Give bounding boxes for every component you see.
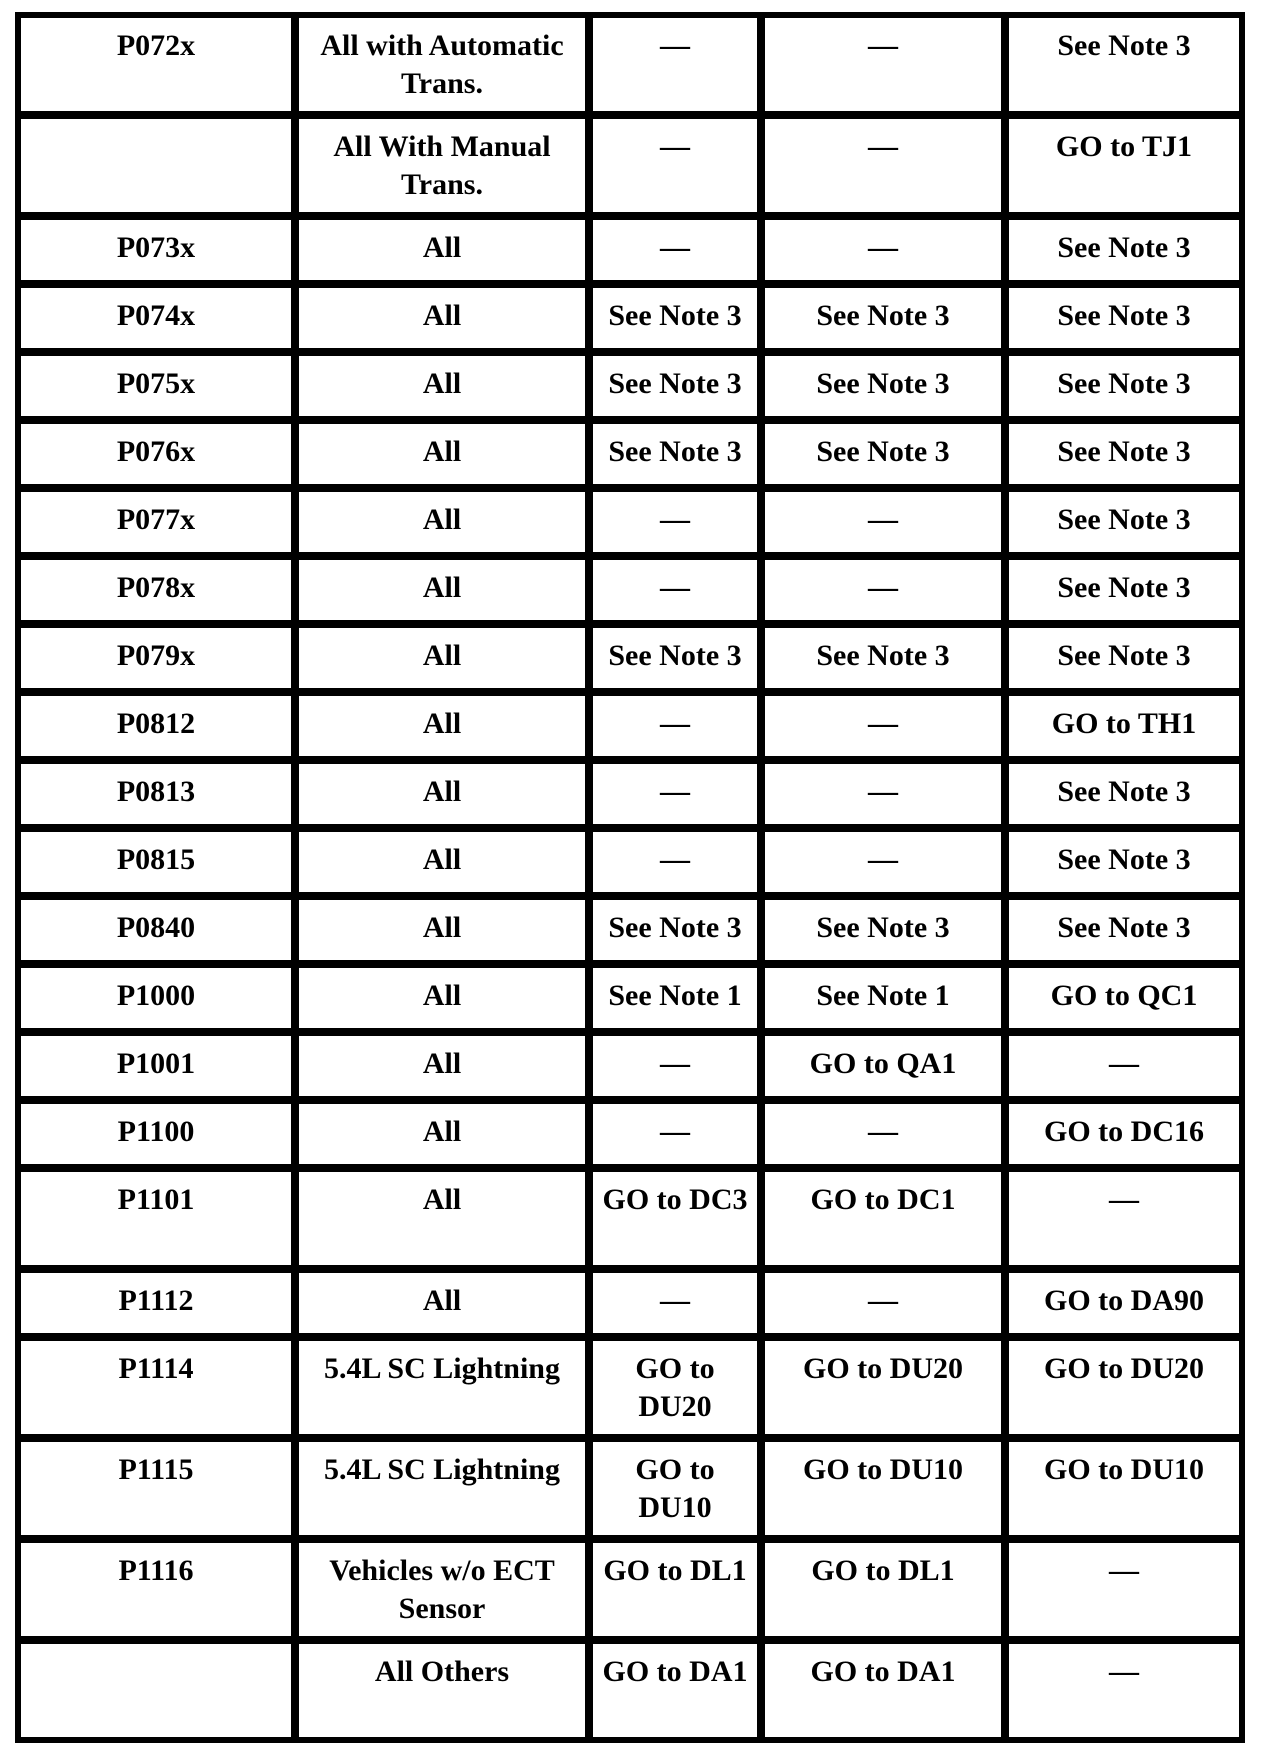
action-col4: GO to DL1: [761, 1539, 1005, 1640]
dtc-code: P075x: [17, 352, 295, 420]
dtc-code: P0815: [17, 828, 295, 896]
action-col4: —: [761, 115, 1005, 216]
dtc-code: P1100: [17, 1100, 295, 1168]
action-col3: —: [589, 828, 761, 896]
action-col3: —: [589, 1100, 761, 1168]
application: 5.4L SC Lightning: [295, 1337, 589, 1438]
application: All with Automatic Trans.: [295, 14, 589, 115]
action-col5: GO to TJ1: [1005, 115, 1243, 216]
dtc-code: [17, 115, 295, 216]
table-row: [17, 115, 1243, 216]
table-row: [17, 420, 1243, 488]
action-col5: See Note 3: [1005, 284, 1243, 352]
action-col5: See Note 3: [1005, 624, 1243, 692]
application: All With Manual Trans.: [295, 115, 589, 216]
action-col3: —: [589, 488, 761, 556]
dtc-code: P1115: [17, 1438, 295, 1539]
application: All: [295, 488, 589, 556]
table-row: [17, 488, 1243, 556]
action-col4: GO to DC1: [761, 1168, 1005, 1269]
action-col4: —: [761, 488, 1005, 556]
dtc-code: P074x: [17, 284, 295, 352]
action-col3: GO to DC3: [589, 1168, 761, 1269]
dtc-code: P0840: [17, 896, 295, 964]
application: All: [295, 1269, 589, 1337]
action-col5: See Note 3: [1005, 760, 1243, 828]
action-col5: GO to TH1: [1005, 692, 1243, 760]
dtc-code: P0812: [17, 692, 295, 760]
application: All: [295, 1032, 589, 1100]
action-col3: See Note 3: [589, 624, 761, 692]
action-col3: GO to DU20: [589, 1337, 761, 1438]
action-col5: GO to DC16: [1005, 1100, 1243, 1168]
action-col4: GO to DU20: [761, 1337, 1005, 1438]
dtc-code: P1001: [17, 1032, 295, 1100]
action-col3: —: [589, 216, 761, 284]
action-col3: —: [589, 1032, 761, 1100]
action-col4: GO to DU10: [761, 1438, 1005, 1539]
action-col3: See Note 3: [589, 420, 761, 488]
dtc-code: P073x: [17, 216, 295, 284]
action-col5: See Note 3: [1005, 556, 1243, 624]
dtc-code: P1000: [17, 964, 295, 1032]
table-row: [17, 14, 1243, 115]
application: All: [295, 1100, 589, 1168]
action-col4: —: [761, 760, 1005, 828]
table-row: [17, 556, 1243, 624]
table-row: [17, 1269, 1243, 1337]
action-col3: —: [589, 556, 761, 624]
dtc-code: P079x: [17, 624, 295, 692]
action-col5: See Note 3: [1005, 828, 1243, 896]
action-col5: See Note 3: [1005, 896, 1243, 964]
table-row: [17, 284, 1243, 352]
action-col4: GO to QA1: [761, 1032, 1005, 1100]
application: All: [295, 216, 589, 284]
action-col3: See Note 1: [589, 964, 761, 1032]
action-col4: GO to DA1: [761, 1640, 1005, 1741]
table-row: [17, 1100, 1243, 1168]
action-col5: —: [1005, 1640, 1243, 1741]
dtc-code: [17, 1640, 295, 1741]
action-col5: —: [1005, 1168, 1243, 1269]
application: 5.4L SC Lightning: [295, 1438, 589, 1539]
application: All Others: [295, 1640, 589, 1741]
table-row: [17, 352, 1243, 420]
action-col4: See Note 3: [761, 352, 1005, 420]
dtc-table: [15, 12, 1245, 1743]
action-col5: —: [1005, 1032, 1243, 1100]
action-col4: See Note 3: [761, 624, 1005, 692]
application: All: [295, 1168, 589, 1269]
application: All: [295, 556, 589, 624]
application: All: [295, 624, 589, 692]
action-col5: —: [1005, 1539, 1243, 1640]
application: All: [295, 760, 589, 828]
action-col4: See Note 1: [761, 964, 1005, 1032]
action-col3: GO to DL1: [589, 1539, 761, 1640]
action-col3: —: [589, 760, 761, 828]
table-row: [17, 1337, 1243, 1438]
table-row: [17, 1640, 1243, 1741]
table-row: [17, 692, 1243, 760]
action-col5: GO to QC1: [1005, 964, 1243, 1032]
action-col4: —: [761, 14, 1005, 115]
action-col3: —: [589, 1269, 761, 1337]
application: All: [295, 420, 589, 488]
table-row: [17, 1539, 1243, 1640]
action-col5: See Note 3: [1005, 14, 1243, 115]
dtc-code: P078x: [17, 556, 295, 624]
action-col4: —: [761, 1100, 1005, 1168]
dtc-code: P076x: [17, 420, 295, 488]
table-row: [17, 896, 1243, 964]
action-col5: GO to DA90: [1005, 1269, 1243, 1337]
table-row: [17, 216, 1243, 284]
action-col4: —: [761, 556, 1005, 624]
application: All: [295, 896, 589, 964]
table-row: [17, 760, 1243, 828]
action-col5: GO to DU10: [1005, 1438, 1243, 1539]
table-row: [17, 828, 1243, 896]
action-col4: —: [761, 828, 1005, 896]
application: All: [295, 352, 589, 420]
action-col5: See Note 3: [1005, 216, 1243, 284]
dtc-code: P1112: [17, 1269, 295, 1337]
dtc-code: P072x: [17, 14, 295, 115]
table-row: [17, 964, 1243, 1032]
action-col4: See Note 3: [761, 284, 1005, 352]
action-col3: —: [589, 692, 761, 760]
action-col5: See Note 3: [1005, 352, 1243, 420]
application: All: [295, 964, 589, 1032]
action-col5: See Note 3: [1005, 488, 1243, 556]
table-row: [17, 624, 1243, 692]
action-col4: See Note 3: [761, 896, 1005, 964]
action-col4: —: [761, 216, 1005, 284]
table-row: [17, 1032, 1243, 1100]
action-col4: —: [761, 692, 1005, 760]
table-row: [17, 1168, 1243, 1269]
dtc-code: P1101: [17, 1168, 295, 1269]
action-col5: GO to DU20: [1005, 1337, 1243, 1438]
application: Vehicles w/o ECT Sensor: [295, 1539, 589, 1640]
action-col3: See Note 3: [589, 284, 761, 352]
application: All: [295, 284, 589, 352]
dtc-code: P077x: [17, 488, 295, 556]
action-col3: —: [589, 115, 761, 216]
application: All: [295, 692, 589, 760]
action-col3: See Note 3: [589, 352, 761, 420]
dtc-code: P1116: [17, 1539, 295, 1640]
action-col5: See Note 3: [1005, 420, 1243, 488]
dtc-code: P0813: [17, 760, 295, 828]
application: All: [295, 828, 589, 896]
table-row: [17, 1438, 1243, 1539]
action-col3: —: [589, 14, 761, 115]
action-col3: GO to DU10: [589, 1438, 761, 1539]
action-col4: See Note 3: [761, 420, 1005, 488]
dtc-code: P1114: [17, 1337, 295, 1438]
action-col3: GO to DA1: [589, 1640, 761, 1741]
action-col4: —: [761, 1269, 1005, 1337]
action-col3: See Note 3: [589, 896, 761, 964]
